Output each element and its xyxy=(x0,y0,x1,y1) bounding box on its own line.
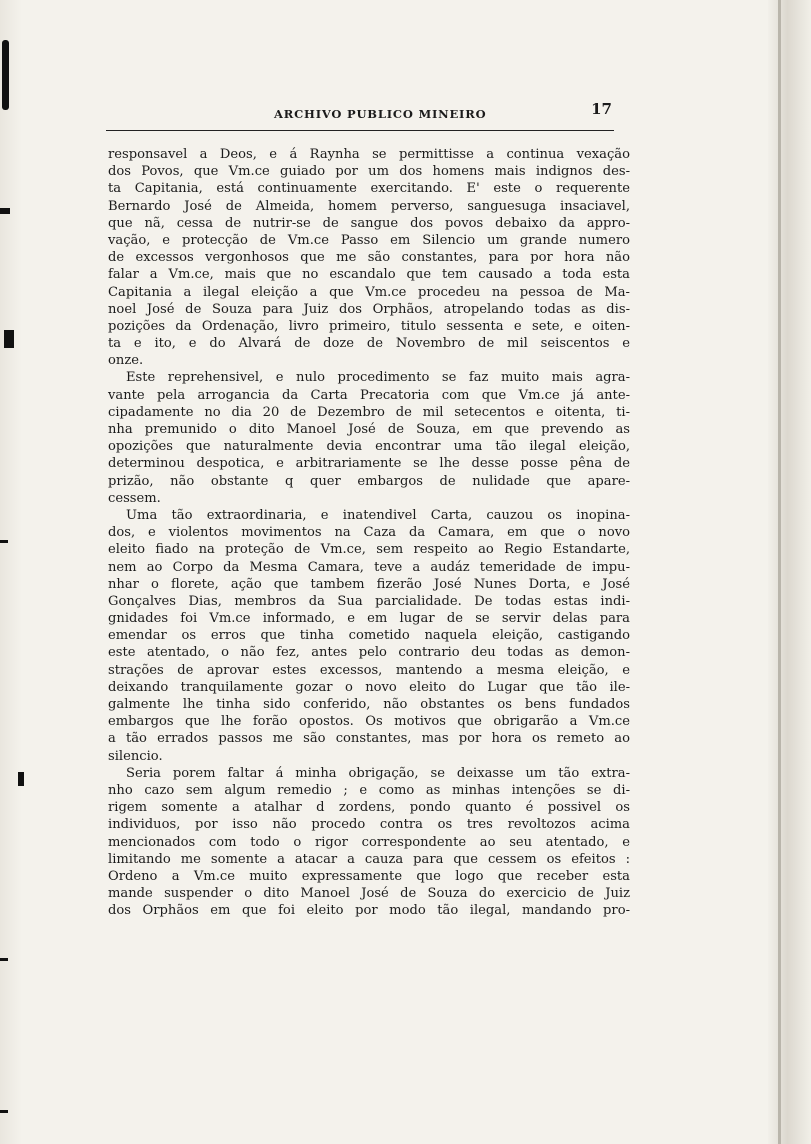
text-line: nho cazo sem algum remedio ; e como as minhas intenções se di- xyxy=(108,782,630,798)
text-line: cessem. xyxy=(108,490,161,506)
text-line: Capitania a ilegal eleição a que Vm.ce procedeu na pessoa de Ma- xyxy=(108,284,630,300)
text-line: mande suspender o dito Manoel José de Souza do exercicio de Juiz xyxy=(108,886,630,902)
margin-mark xyxy=(0,1110,8,1113)
text-line: nha premunido o dito Manoel José de Souza, em que prevendo as xyxy=(108,422,630,437)
paragraph xyxy=(108,507,630,765)
margin-mark xyxy=(4,330,14,348)
text-line: dos Orphãos em que foi eleito por modo tão ilegal, mandando pro- xyxy=(108,903,630,919)
margin-mark xyxy=(0,208,10,214)
margin-mark xyxy=(0,540,8,543)
page-left-margin xyxy=(0,0,22,1144)
text-line: este atentado, o não fez, antes pelo contrario deu todas as demon- xyxy=(108,645,630,661)
text-line: Gonçalves Dias, membros da Sua parcialidade. De todas estas indi- xyxy=(108,593,630,609)
text-line: vação, e protecção de Vm.ce Passo em Silencio um grande numero xyxy=(108,232,630,248)
text-line: limitando me somente a atacar a cauza para que cessem os efeitos : xyxy=(108,851,630,867)
text-line: Este reprehensivel, e nulo procedimento se faz muito mais agra- xyxy=(126,370,630,386)
text-body xyxy=(108,146,630,919)
page-fold-line xyxy=(778,0,781,1144)
text-line: Ordeno a Vm.ce muito expressamente que logo que receber esta xyxy=(108,868,630,884)
paragraph xyxy=(108,765,630,920)
text-line: nhar o florete, ação que tambem fizerão José Nunes Dorta, e José xyxy=(108,576,630,592)
text-line: prizão, não obstante q quer embargos de nulidade que apare- xyxy=(108,473,630,489)
text-line: dos Povos, que Vm.ce guiado por um dos homens mais indignos des- xyxy=(108,164,630,180)
text-line: vante pela arrogancia da Carta Precatoria com que Vm.ce já ante- xyxy=(108,387,630,403)
text-line: individuos, por isso não procedo contra os tres revoltozos acima xyxy=(108,817,630,833)
text-line: deixando tranquilamente gozar o novo eleito do Lugar que tão ile- xyxy=(108,679,630,695)
text-line: strações de aprovar estes excessos, mantendo a mesma eleição, e xyxy=(108,662,630,678)
text-line: Seria porem faltar á minha obrigação, se deixasse um tão extra- xyxy=(126,765,630,781)
running-head: ARCHIVO PUBLICO MINEIRO xyxy=(274,107,487,121)
text-line: embargos que lhe forão opostos. Os motivos que obrigarão a Vm.ce xyxy=(108,714,630,730)
text-line: pozições da Ordenação, livro primeiro, titulo sessenta e sete, e oiten- xyxy=(108,318,630,334)
page-number: 17 xyxy=(591,100,612,118)
margin-mark xyxy=(0,958,8,961)
text-line: opozições que naturalmente devia encontrar uma tão ilegal eleição, xyxy=(108,439,630,455)
text-line: a tão errados passos me são constantes, mas por hora os remeto ao xyxy=(108,731,630,747)
text-line: ta Capitania, está continuamente exercitando. E' este o requerente xyxy=(108,181,630,197)
text-line: silencio. xyxy=(108,748,163,764)
text-line: galmente lhe tinha sido conferido, não obstantes os bens fundados xyxy=(108,697,630,712)
text-line: ta e ito, e do Alvará de doze de Novembro de mil seiscentos e xyxy=(108,336,630,352)
text-line: gnidades foi Vm.ce informado, e em lugar de se servir delas para xyxy=(108,611,630,627)
text-line: nem ao Corpo da Mesma Camara, teve a audáz temeridade de impu- xyxy=(108,559,630,575)
text-line: Uma tão extraordinaria, e inatendivel Carta, cauzou os inopina- xyxy=(126,507,630,523)
text-line: noel José de Souza para Juiz dos Orphãos, atropelando todas as dis- xyxy=(108,301,630,317)
text-line: que nã, cessa de nutrir-se de sangue dos povos debaixo da appro- xyxy=(108,215,630,231)
text-line: eleito fiado na proteção de Vm.ce, sem respeito ao Regio Estandarte, xyxy=(108,542,630,558)
text-line: falar a Vm.ce, mais que no escandalo que tem causado a toda esta xyxy=(108,267,630,283)
margin-mark xyxy=(18,772,24,786)
text-line: onze. xyxy=(108,353,144,369)
text-line: mencionados com todo o rigor correspondente ao seu atentado, e xyxy=(108,834,630,850)
margin-mark xyxy=(2,40,9,110)
paragraph xyxy=(108,146,630,369)
paragraph xyxy=(108,369,630,507)
text-line: de excessos vergonhosos que me são constantes, para por hora não xyxy=(108,250,630,266)
text-line: dos, e violentos movimentos na Caza da Camara, em que o novo xyxy=(108,525,630,541)
page-header xyxy=(106,100,614,131)
text-line: Bernardo José de Almeida, homem perverso, sanguesuga insaciavel, xyxy=(108,198,630,214)
page-right-margin xyxy=(768,0,811,1144)
text-line: rigem somente a atalhar d zordens, pondo quanto é possivel os xyxy=(108,800,630,816)
text-line: responsavel a Deos, e á Raynha se permittisse a continua vexação xyxy=(108,147,630,162)
text-line: emendar os erros que tinha cometido naquela eleição, castigando xyxy=(108,628,630,644)
text-line: determinou despotica, e arbitrariamente se lhe desse posse pêna de xyxy=(108,456,630,472)
text-line: cipadamente no dia 20 de Dezembro de mil setecentos e oitenta, ti- xyxy=(108,404,630,420)
